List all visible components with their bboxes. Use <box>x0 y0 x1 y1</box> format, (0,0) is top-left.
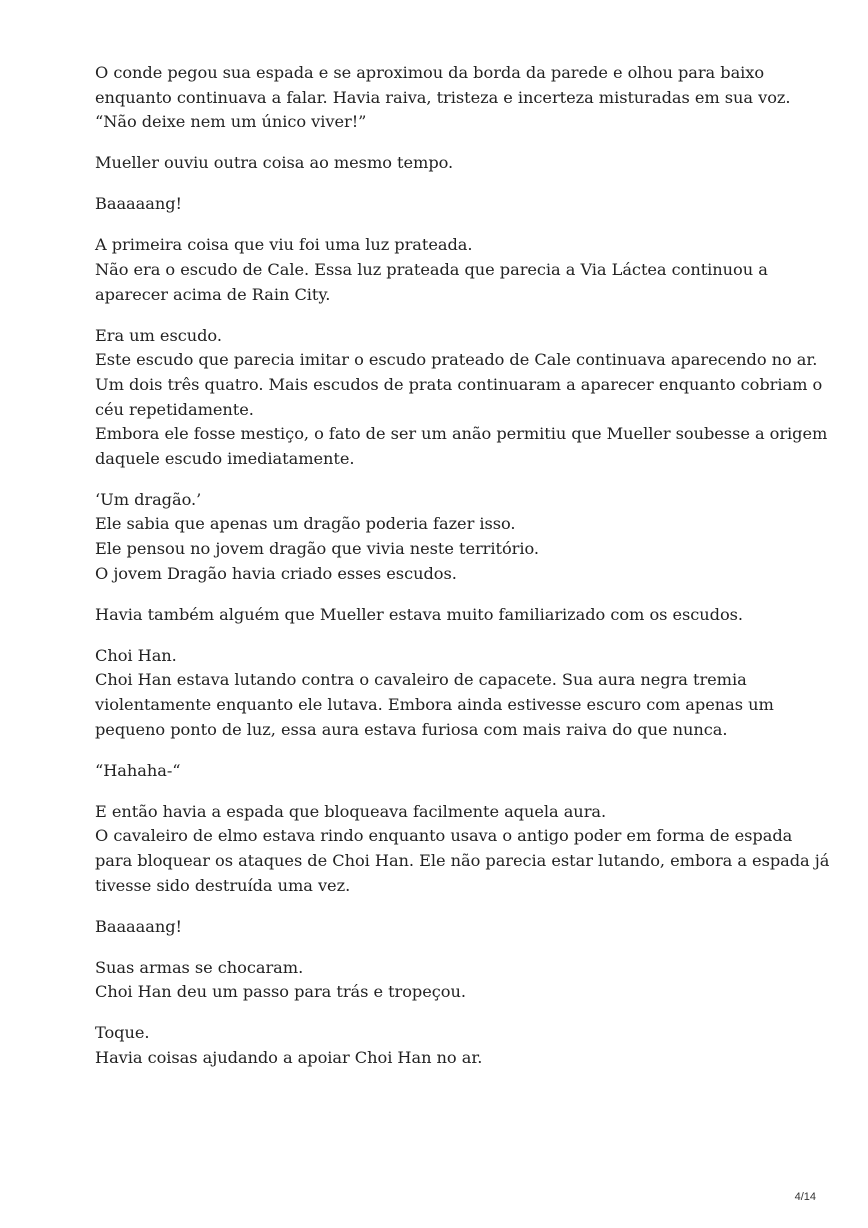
text-line: Choi Han estava lutando contra o cavaleiro de capacete. Sua aura negra tremia <box>95 670 747 690</box>
text-line: Embora ele fosse mestiço, o fato de ser um anão permitiu que Mueller soubesse a origem <box>95 424 828 444</box>
paragraph <box>95 956 795 1005</box>
text-line: enquanto continuava a falar. Havia raiva, tristeza e incerteza misturadas em sua voz. <box>95 87 791 107</box>
paragraph <box>95 324 828 472</box>
paragraph <box>95 488 795 586</box>
text-line: violentamente enquanto ele lutava. Embora ainda estivesse escuro com apenas um <box>95 694 774 714</box>
text-line: O cavaleiro de elmo estava rindo enquanto usava o antigo poder em forma de espada <box>95 826 793 846</box>
paragraph <box>95 915 795 940</box>
text-line: Havia coisas ajudando a apoiar Choi Han no ar. <box>95 1048 483 1067</box>
text-line: O jovem Dragão havia criado esses escudos. <box>95 563 457 583</box>
text-line: Choi Han. <box>95 645 177 665</box>
paragraph <box>95 192 795 217</box>
text-line: Um dois três quatro. Mais escudos de prata continuaram a aparecer enquanto cobriam o <box>95 374 823 394</box>
text-line: ‘Um dragão.’ <box>95 489 202 509</box>
page-number: 4/14 <box>794 1191 816 1203</box>
text-line: Baaaaang! <box>95 916 182 936</box>
text-line: daquele escudo imediatamente. <box>95 448 355 468</box>
paragraph <box>95 603 795 628</box>
text-line: A primeira coisa que viu foi uma luz prateada. <box>95 235 473 255</box>
text-line: O conde pegou sua espada e se aproximou da borda da parede e olhou para baixo <box>95 63 765 82</box>
paragraph <box>95 759 795 784</box>
document-body <box>95 61 830 1087</box>
text-line: Toque. <box>95 1023 150 1043</box>
text-line: Ele sabia que apenas um dragão poderia fazer isso. <box>95 514 516 534</box>
text-line: tivesse sido destruída uma vez. <box>95 875 351 895</box>
paragraph <box>95 233 795 307</box>
text-line: aparecer acima de Rain City. <box>95 284 331 304</box>
text-line: pequeno ponto de luz, essa aura estava furiosa com mais raiva do que nunca. <box>95 719 728 739</box>
text-line: Era um escudo. <box>95 325 222 345</box>
text-line: Não era o escudo de Cale. Essa luz prateada que parecia a Via Láctea continuou a <box>95 260 768 280</box>
text-line: “Hahaha-“ <box>95 760 181 780</box>
paragraph <box>95 1021 795 1070</box>
text-line: céu repetidamente. <box>95 399 254 419</box>
text-line: E então havia a espada que bloqueava facilmente aquela aura. <box>95 801 607 821</box>
text-line: Ele pensou no jovem dragão que vivia neste território. <box>95 539 539 558</box>
text-line: Mueller ouviu outra coisa ao mesmo tempo. <box>95 153 454 173</box>
text-line: “Não deixe nem um único viver!” <box>95 112 367 132</box>
paragraph <box>95 61 795 135</box>
text-line: Baaaaang! <box>95 194 182 214</box>
text-line: Suas armas se chocaram. <box>95 957 304 977</box>
text-line: Este escudo que parecia imitar o escudo prateado de Cale continuava aparecendo no ar. <box>95 350 818 370</box>
paragraph <box>95 644 795 742</box>
text-line: para bloquear os ataques de Choi Han. Ele não parecia estar lutando, embora a espada já <box>95 850 830 870</box>
paragraph <box>95 151 795 176</box>
text-line: Havia também alguém que Mueller estava muito familiarizado com os escudos. <box>95 604 744 624</box>
text-line: Choi Han deu um passo para trás e tropeçou. <box>95 982 466 1002</box>
paragraph <box>95 800 830 898</box>
